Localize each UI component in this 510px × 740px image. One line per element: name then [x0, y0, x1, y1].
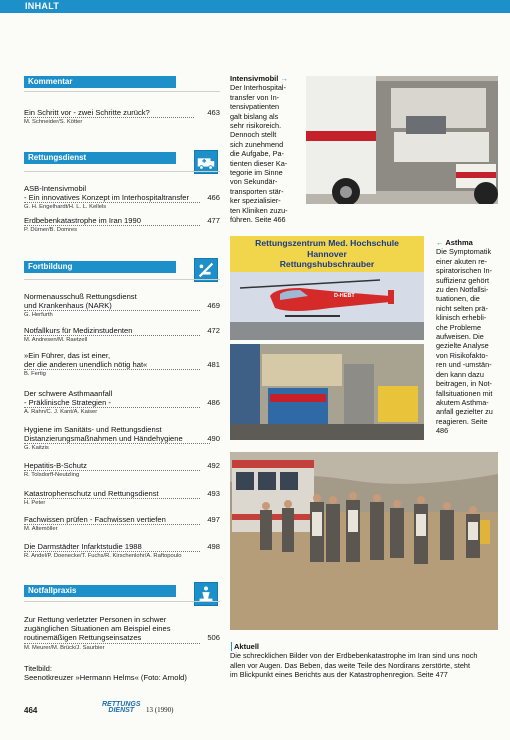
caption-line: den kann dazu [436, 369, 484, 379]
section-fortbildung: Fortbildung [24, 261, 176, 273]
aktuell-caption [230, 642, 502, 680]
caption-head: Aktuell [234, 642, 260, 651]
caption-line: tegorie im Sinne [230, 168, 283, 178]
toc-entry[interactable]: Notfallkurs für Medizinstudenten 472 M. Andresen/M. Raetzell [24, 326, 220, 344]
caption-line: 486 [436, 426, 449, 436]
caption-line: transfer von In- [230, 92, 280, 102]
page-number: 469 [207, 301, 220, 310]
page-number: 493 [207, 489, 220, 498]
caption-line: tuationen, die [436, 294, 480, 304]
caption-line: tensivpatienten [230, 102, 280, 112]
caption-line: sehr risikoreich. [230, 121, 282, 131]
caption-line: Die Symptomatik [436, 247, 492, 257]
caption-line: gezielte Analyse [436, 341, 489, 351]
page-number: 466 [207, 193, 220, 202]
caption-line: suffizienz gehört [436, 275, 490, 285]
caption-line: beitragen, in Not- [436, 379, 492, 389]
arrow-right-icon: → [280, 74, 288, 83]
section-kommentar: Kommentar [24, 76, 176, 88]
caption-line: anfall gezielter zu [436, 407, 493, 417]
caption-line: Dennoch stellt [230, 130, 277, 140]
page-number: 477 [207, 216, 220, 225]
earthquake-photo [230, 452, 498, 630]
caption-line: spiratorischen In- [436, 266, 492, 276]
toc-entry[interactable]: Erdbebenkatastrophe im Iran 1990 477 P. Dürner/B. Domres [24, 216, 220, 234]
caption-line: fallsituationen mit [436, 388, 493, 398]
page-number: 486 [207, 398, 220, 407]
divider [24, 91, 220, 92]
page-number: 497 [207, 515, 220, 524]
arrow-left-icon: ← [436, 238, 444, 247]
page-number-footer: 464 [24, 706, 38, 715]
caption-line: führen. Seite 466 [230, 215, 286, 225]
caption-head: Intensivmobil [230, 74, 279, 83]
page-number: 490 [207, 434, 220, 443]
caption-body [230, 651, 502, 679]
caption-line: ker spezialisier- [230, 196, 281, 206]
caption-line: aufweisen. Die [436, 332, 484, 342]
cover-credit: Titelbild: Seenotkreuzer »Hermann Helms« (Foto: Arnold) [24, 664, 187, 683]
section-notfallpraxis: Notfallpraxis [24, 585, 176, 597]
registration-mark: D-HEBT [334, 293, 355, 299]
caption-line: transporten stär- [230, 186, 284, 196]
toc-entry[interactable]: Der schwere Asthmaanfall - Präklinische Strategien - 486 A. Rahn/C. J. Kant/A. Kaiser [24, 389, 220, 416]
issue-label: 13 (1990) [146, 706, 174, 714]
caption-line: Die schrecklichen Bilder von der Erdbebenkatastrophe im Iran sind uns noch [230, 651, 478, 661]
equipment-photo [230, 344, 424, 440]
caption-line: nicht selten prä- [436, 303, 488, 313]
toc-entry[interactable]: Fachwissen prüfen - Fachwissen vertiefen 497 M. Altemöller [24, 515, 220, 533]
section-rettungsdienst: Rettungsdienst [24, 152, 176, 164]
caption-line: klinisch erhebli- [436, 313, 487, 323]
caption-line: sich zunehmend [230, 139, 284, 149]
caption-line: die Aufgabe, Pa- [230, 149, 284, 159]
caption-line: von Sekundär- [230, 177, 278, 187]
asthma-caption [436, 238, 506, 436]
divider [24, 601, 220, 602]
first-aid-icon [194, 582, 218, 606]
toc-entry[interactable]: Hepatitis-B-Schutz 492 R. Tolsdorff-Neutzling [24, 461, 220, 479]
toc-entry[interactable]: Hygiene im Sanitäts- und Rettungsdienst Distanzierungsmaßnahmen und Händehygiene 490 G. Kaitzis [24, 425, 220, 452]
helicopter-photo [230, 236, 424, 340]
caption-line: ten Kliniken zuzu- [230, 205, 288, 215]
header-label: INHALT [25, 1, 60, 11]
caption-line: che Probleme [436, 322, 482, 332]
toc-entry[interactable]: Die Darmstädter Infarktstudie 1988 498 R. Andel/P. Doenecke/T. Fuchs/R. Kirschenlohr/A. Raftopoulo [24, 542, 220, 560]
page-number: 472 [207, 326, 220, 335]
page-number: 498 [207, 542, 220, 551]
header-bar [0, 0, 510, 13]
caption-line: reagieren. Seite [436, 416, 488, 426]
caption-line: tienten dieser Ka- [230, 158, 288, 168]
caption-body [436, 247, 506, 435]
caption-line: zu den Notfallsi- [436, 285, 489, 295]
caption-line: akutem Asthma- [436, 397, 489, 407]
toc-entry[interactable]: Zur Rettung verletzter Personen in schwer zugänglichen Situationen am Beispiel eines routinemäßigen Rettungseinsatzes 506 M. Meurer/M. Brück/J. Saurbier [24, 615, 220, 651]
toc-entry[interactable]: Ein Schritt vor - zwei Schritte zurück? 463 M. Schneider/S. Kötter [24, 108, 220, 126]
intensivmobil-caption [230, 74, 304, 225]
magazine-logo: RETTUNGS DIENST [102, 701, 141, 714]
caption-line: im Blickpunkt eines Berichts aus der Katastrophenregion. Seite 477 [230, 670, 448, 680]
divider [24, 171, 220, 172]
page-number: 463 [207, 108, 220, 117]
caption-line: einer akuten re- [436, 256, 488, 266]
page-number: 506 [207, 633, 220, 642]
page-number: 492 [207, 461, 220, 470]
divider [24, 279, 220, 280]
banner: Rettungszentrum Med. Hochschule Hannover Rettungshubschrauber [255, 238, 399, 269]
caption-line: Der Interhospital- [230, 83, 286, 93]
caption-line: von Risikofakto- [436, 350, 488, 360]
toc-entry[interactable]: Normenausschuß Rettungsdienst und Krankenhaus (NARK) 469 G. Herfurth [24, 292, 220, 319]
page-number: 481 [207, 360, 220, 369]
toc-entry[interactable]: »Ein Führer, das ist einer, der die anderen unendlich nötig hat« 481 B. Fertig [24, 351, 220, 378]
toc-entry[interactable]: ASB-Intensivmobil - Ein innovatives Konzept im Interhospitaltransfer 466 G. H. Engelhardt/H. L. L. Kellels [24, 184, 220, 211]
caption-body [230, 83, 304, 224]
caption-head: Asthma [445, 238, 473, 247]
toc-entry[interactable]: Katastrophenschutz und Rettungsdienst 493 H. Peter [24, 489, 220, 507]
intensivmobil-photo [306, 76, 498, 204]
caption-line: galt bislang als [230, 111, 279, 121]
caption-line: ren und -umstän- [436, 360, 492, 370]
caption-line: allen vor Augen. Das Beben, das weite Teile des Nordirans zerstörte, steht [230, 660, 470, 670]
